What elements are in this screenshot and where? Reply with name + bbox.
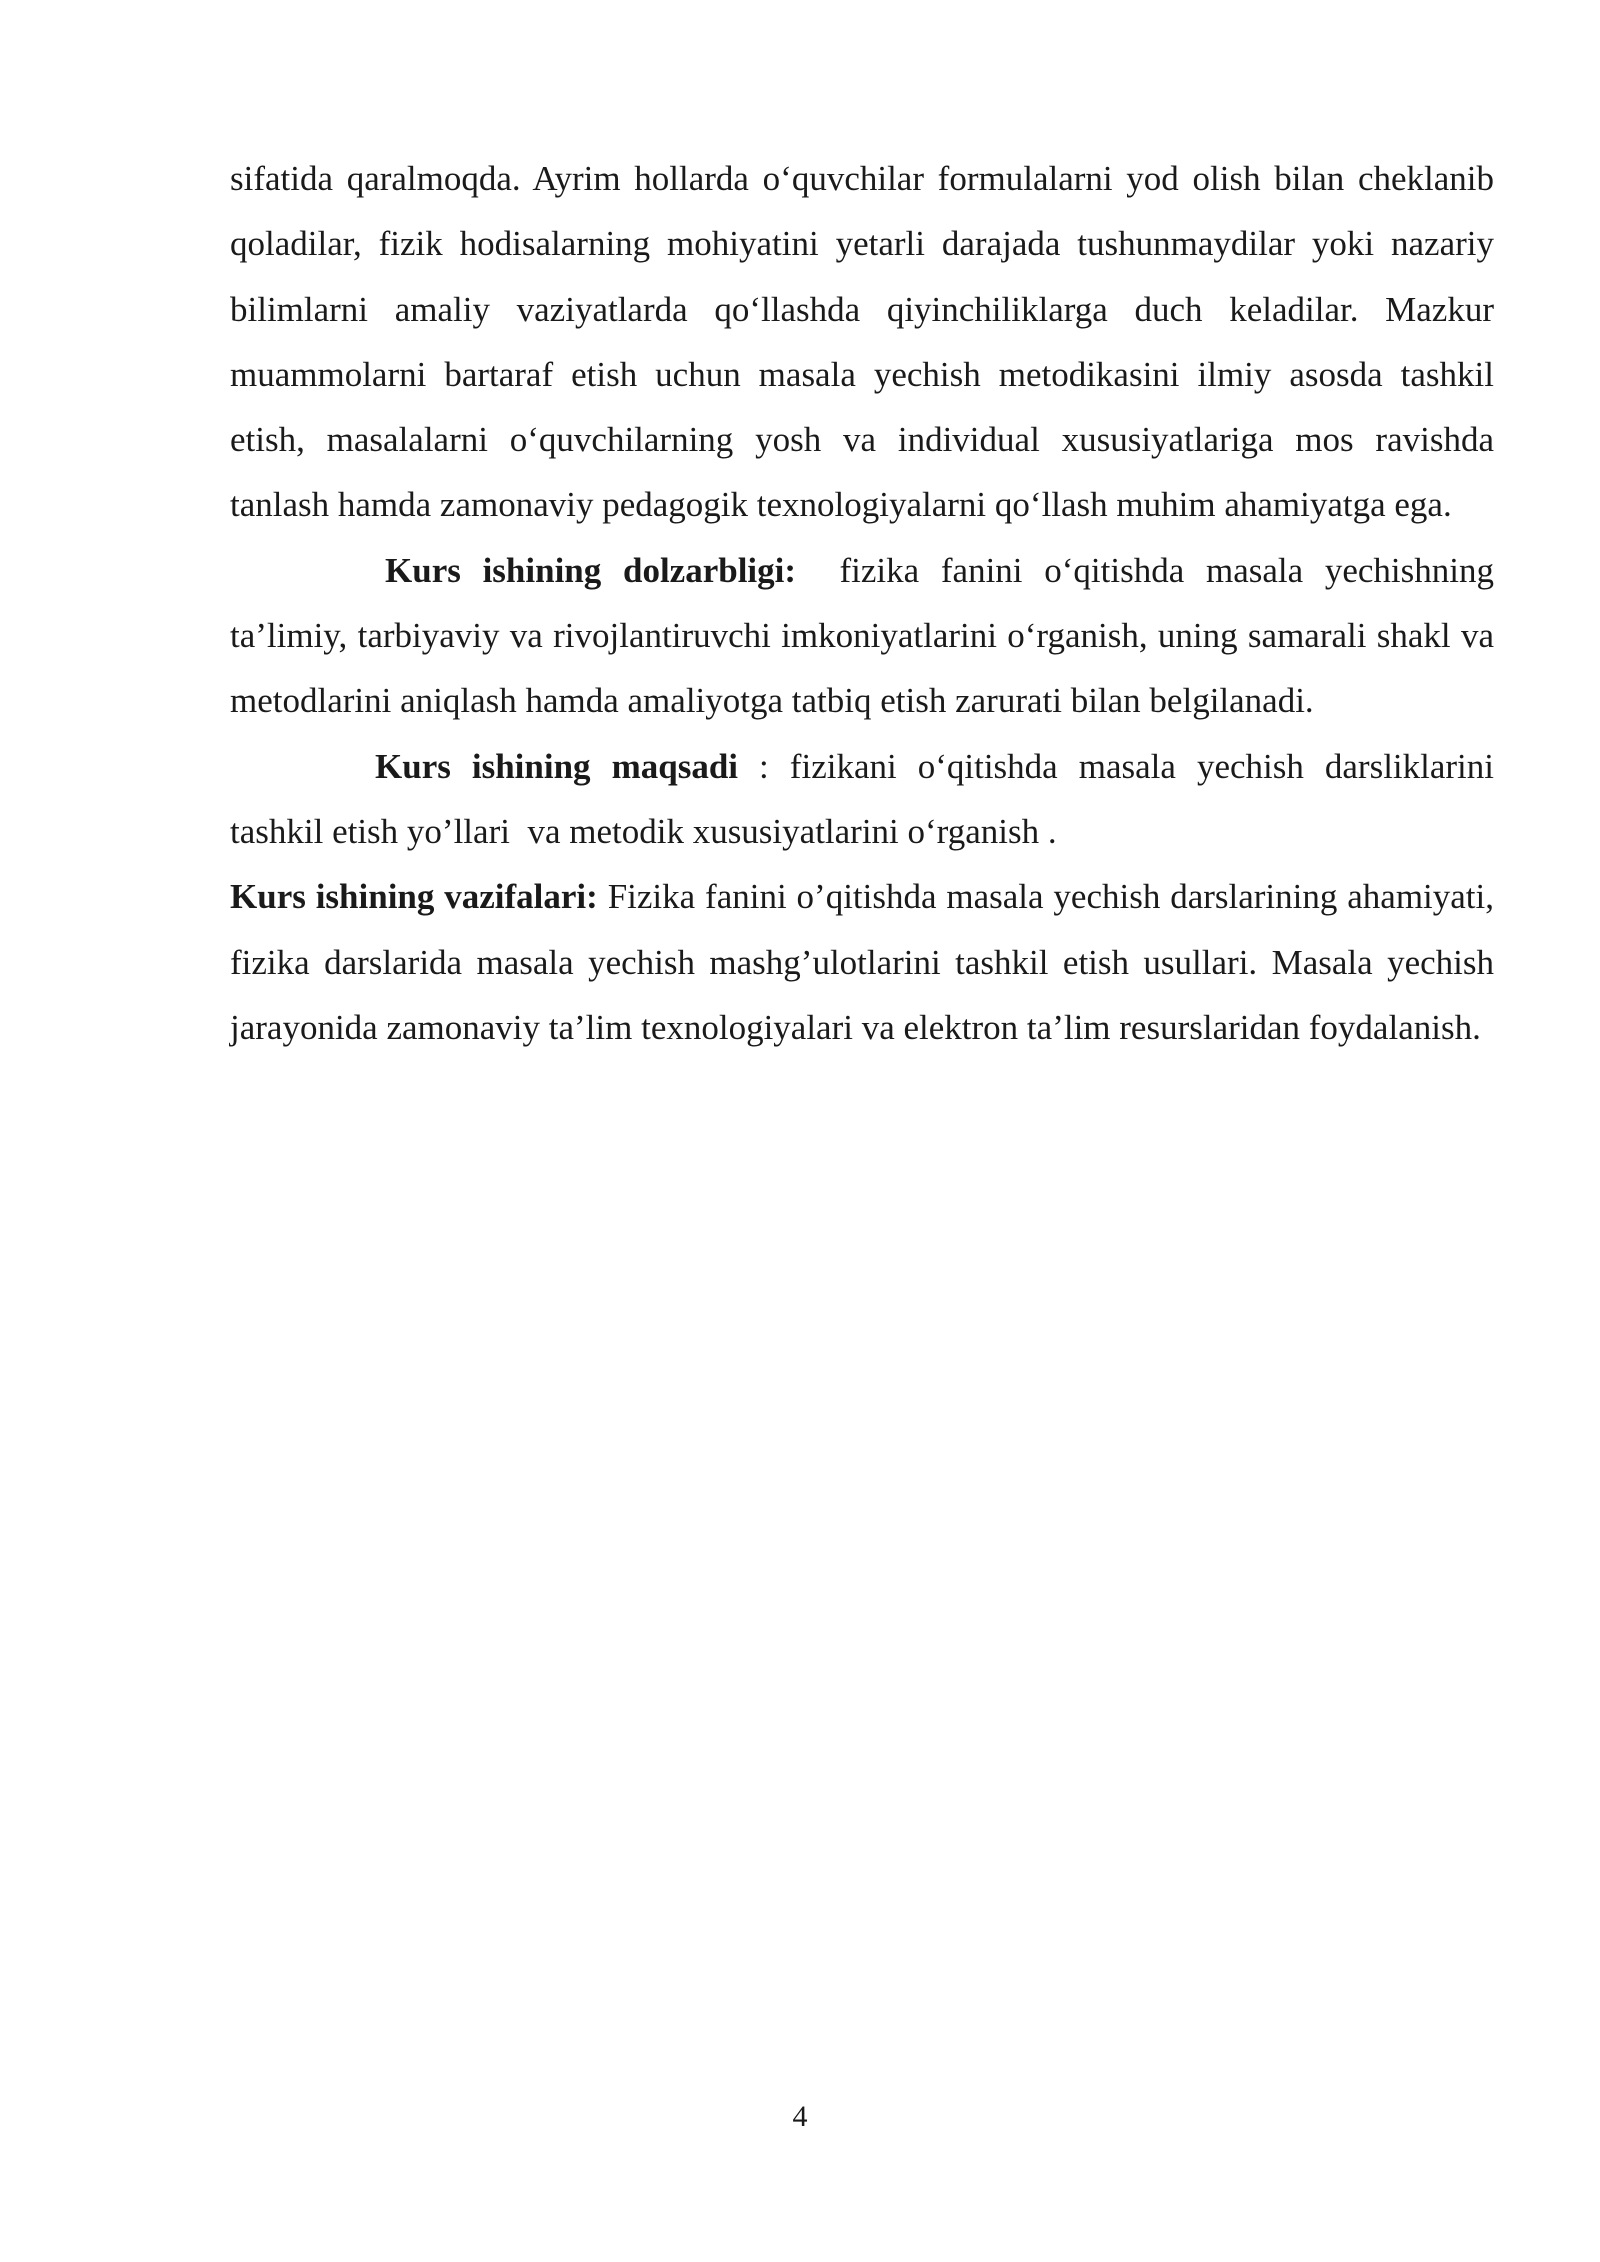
goal-text: : fizikani o‘qitishda masala yechish darsliklarini tashkil etish yo’llari va metodik xususiyatlarini o‘rganish . bbox=[230, 746, 1503, 851]
paragraph-context bbox=[230, 146, 1494, 538]
page-number: 4 bbox=[792, 2100, 808, 2133]
paragraph-context-text: sifatida qaralmoqda. Ayrim hollarda o‘quvchilar formulalarni yod olish bilan cheklanib qoladilar, fizik hodisalarning mohiyatini yetarli darajada tushunmaydilar yoki nazariy bilimlarni amaliy vaziyatlarda qo‘llashda qiyinchiliklarga duch keladilar. Mazkur muammolarni bartaraf etish uchun masala yechish metodikasini ilmiy asosda tashkil etish, masalalarni o‘quvchilarning yosh va individual xususiyatlariga mos ravishda tanlash hamda zamonaviy pedagogik texnologiyalarni qo‘llash muhim ahamiyatga ega. bbox=[230, 159, 1494, 525]
tasks-text: Fizika fanini o’qitishda masala yechish darslarining ahamiyati, fizika darslarida masala yechish mashg’ulotlarini tashkil etish usullari. Masala yechish jarayonida zamonaviy ta’lim texnologiyalari va elektron ta’lim resurslaridan foydalanish. bbox=[230, 877, 1494, 1047]
paragraph-tasks bbox=[230, 864, 1494, 1060]
goal-heading: Kurs ishining maqsadi bbox=[375, 746, 739, 786]
body-text bbox=[230, 146, 1503, 1060]
paragraph-goal bbox=[230, 734, 1503, 865]
relevance-heading: Kurs ishining dolzarbligi: bbox=[385, 550, 797, 590]
tasks-heading: Kurs ishining vazifalari: bbox=[230, 877, 598, 917]
relevance-text: fizika fanini o‘qitishda masala yechishning ta’limiy, tarbiyaviy va rivojlantiruvchi imkoniyatlarini o‘rganish, uning samarali shakl va metodlarini aniqlash hamda amaliyotga tatbiq etish zarurati bilan belgilanadi. bbox=[230, 550, 1503, 721]
paragraph-relevance bbox=[230, 538, 1503, 734]
